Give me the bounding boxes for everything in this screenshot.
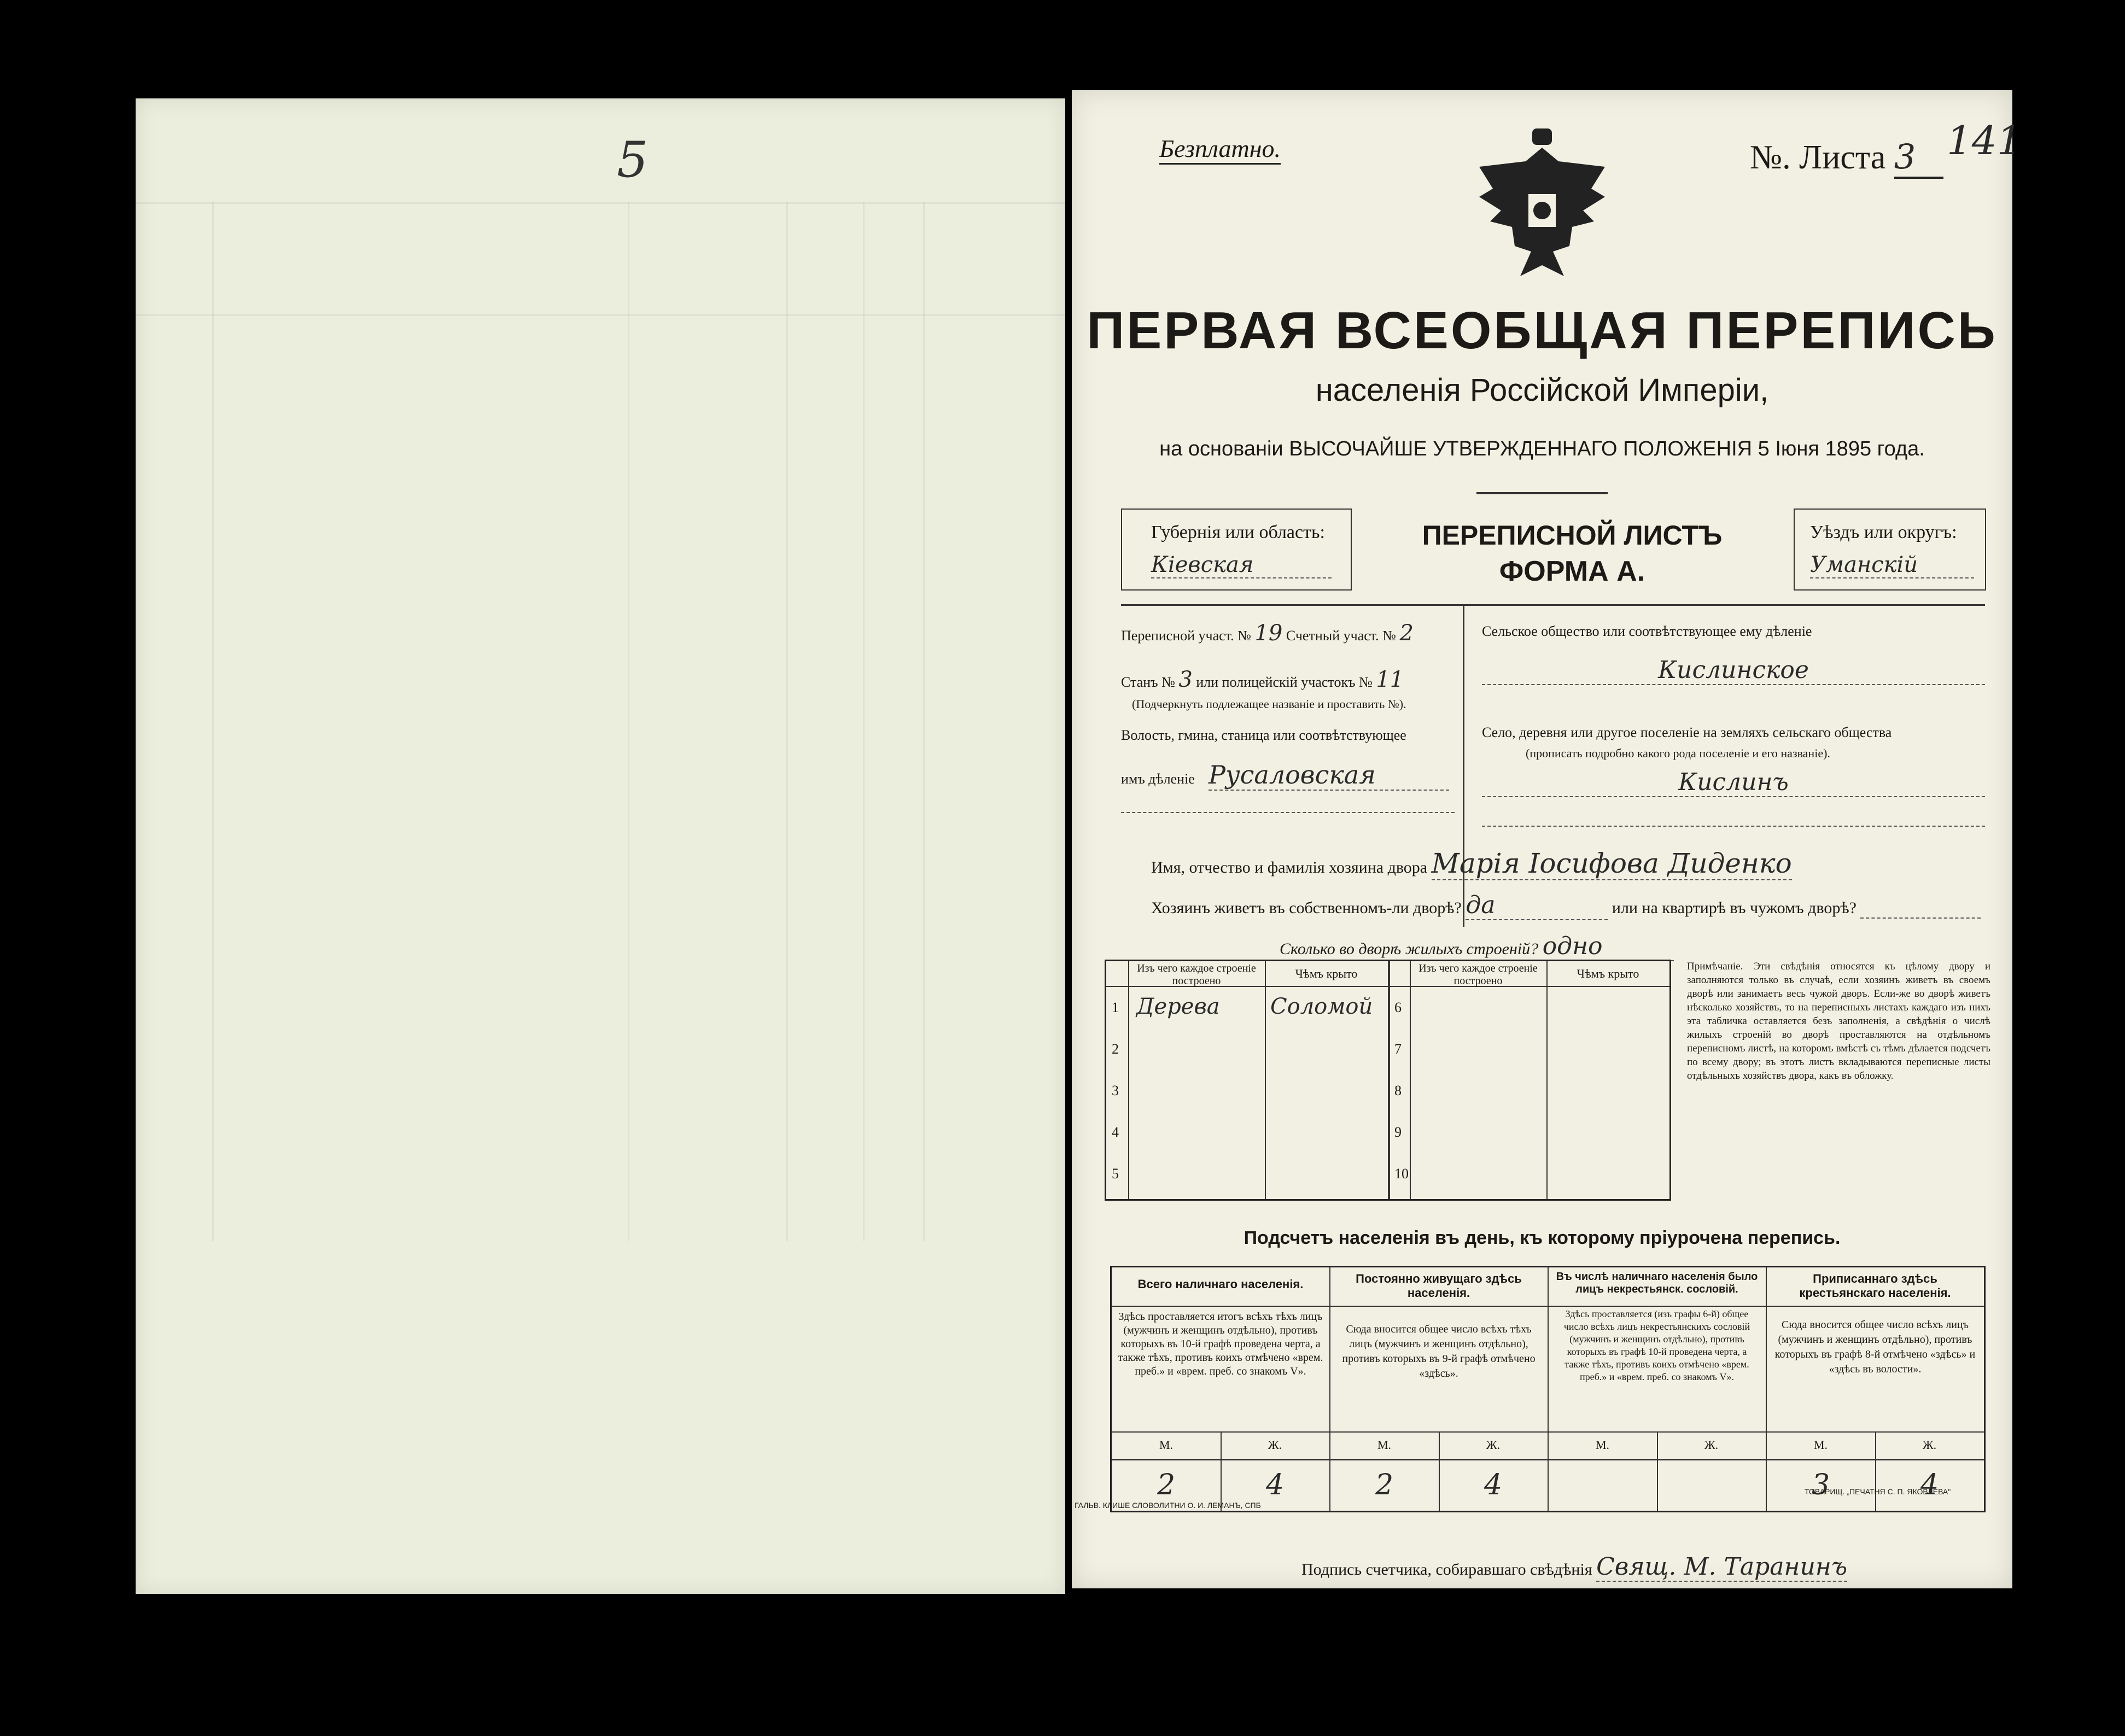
col-material-right: Изъ чего каждое строеніе построено — [1418, 962, 1538, 987]
column-head: Въ числѣ наличнаго населенія было лицъ некрестьянск. сословій. — [1556, 1271, 1758, 1295]
table-row — [1106, 1029, 1388, 1071]
form-subtitle: населенія Россійской Имперіи, — [1315, 372, 1769, 408]
table-row — [1106, 1112, 1388, 1154]
province-value: Кіевская — [1151, 552, 1332, 578]
column-desc: Здѣсь проставляется итогъ всѣхъ тѣхъ лицъ (мужчинъ и женщинъ отдѣльно), противъ которыхъ въ 10-й графѣ проведена черта, а также тѣхъ, противъ коихъ отмѣчено «врем. преб.» и «врем. преб. со знакомъ V». — [1118, 1311, 1323, 1377]
owner-residence-line — [1151, 891, 1981, 920]
ornament-divider — [1476, 492, 1608, 494]
form-header-row — [1121, 508, 1985, 591]
village-note: (прописать подробно какого рода поселеніе и его названіе). — [1526, 746, 1830, 760]
sheet-number — [1750, 137, 1943, 179]
form-title: ФОРМА А. — [1499, 556, 1645, 587]
table-row — [1390, 1154, 1669, 1195]
population-table — [1110, 1266, 1986, 1512]
female-label: Ж. — [1922, 1438, 1937, 1452]
buildings-table — [1105, 960, 1671, 1201]
census-district-label: Переписной участ. № — [1121, 628, 1251, 644]
imperial-eagle-emblem — [1471, 128, 1613, 293]
column-head: Приписаннаго здѣсь крестьянскаго населенія. — [1799, 1272, 1951, 1300]
population-column — [1766, 1267, 1984, 1511]
row-material: Дерева — [1136, 994, 1220, 1019]
census-district-value: 19 — [1254, 621, 1283, 646]
lives-own-label: Хозяинъ живетъ въ собственномъ-ли дворѣ? — [1151, 899, 1462, 917]
left-page-number: 5 — [617, 131, 649, 189]
volost-label-1: Волость, гмина, станица или соотвѣтствующее — [1121, 727, 1406, 743]
male-label: М. — [1377, 1438, 1392, 1452]
female-label: Ж. — [1704, 1438, 1719, 1452]
female-count: 4 — [1265, 1469, 1285, 1501]
column-head: Постоянно живущаго здѣсь населенія. — [1356, 1272, 1522, 1300]
signature-line — [1301, 1553, 1847, 1582]
buildings-line — [1280, 932, 1674, 961]
volost-label-2: имъ дѣленіе — [1121, 771, 1195, 787]
archive-number: 141 — [1947, 118, 2022, 163]
col-material-left: Изъ чего каждое строеніе построено — [1137, 962, 1256, 987]
free-label: Безплатно. — [1159, 134, 1281, 165]
district-label: Уѣздъ или округъ: — [1810, 522, 1957, 542]
stan-note: (Подчеркнуть подлежащее названіе и проставить №). — [1132, 697, 1406, 711]
footer-left: ГАЛЬВ. КЛИШЕ СЛОВОЛИТНИ О. И. ЛЕМАНЪ, СПБ — [1075, 1501, 1261, 1510]
village-label: Село, деревня или другое поселеніе на земляхъ сельскаго общества — [1482, 724, 1892, 740]
male-count: 2 — [1157, 1469, 1176, 1501]
row-number: 4 — [1112, 1124, 1119, 1140]
volost-value: Русаловская — [1209, 760, 1449, 791]
counting-district-value: 2 — [1399, 621, 1414, 646]
table-row — [1106, 987, 1388, 1029]
form-main-title: ПЕРВАЯ ВСЕОБЩАЯ ПЕРЕПИСЬ — [1087, 301, 1998, 360]
village-value: Кислинъ — [1482, 768, 1985, 797]
row-number: 9 — [1394, 1124, 1402, 1140]
male-count: 2 — [1375, 1469, 1394, 1501]
census-form-page — [1072, 90, 2022, 1588]
lives-own-value: да — [1466, 891, 1608, 920]
table-row — [1390, 1112, 1669, 1154]
counting-district-label: Счетный участ. № — [1286, 628, 1396, 644]
table-row — [1390, 987, 1669, 1029]
district-value: Уманскій — [1810, 552, 1974, 578]
column-desc: Сюда вносится общее число всѣхъ лицъ (мужчинъ и женщинъ отдѣльно), противъ которыхъ въ графѣ 8-й отмѣчено «здѣсь» и «здѣсь въ волости». — [1774, 1319, 1976, 1375]
owner-name-value: Марія Іосифова Диденко — [1431, 847, 1792, 879]
volost-extra-line — [1121, 812, 1455, 813]
footer-right: ТОВАРИЩ. „ПЕЧАТНЯ С. П. ЯКОВЛЕВА" — [1805, 1487, 1951, 1496]
lives-rent-label: или на квартирѣ въ чужомъ дворѣ? — [1612, 899, 1857, 917]
police-value: 11 — [1376, 667, 1404, 692]
row-number: 10 — [1394, 1166, 1409, 1182]
row-number: 2 — [1112, 1041, 1119, 1057]
table-row — [1106, 1154, 1388, 1195]
signature-value: Свящ. М. Таранинъ — [1596, 1553, 1848, 1581]
left-page — [136, 98, 1065, 1594]
column-desc: Сюда вносится общее число всѣхъ тѣхъ лицъ (мужчинъ и женщинъ отдѣльно), противъ которыхъ въ 9-й графѣ отмѣчено «здѣсь». — [1342, 1323, 1536, 1380]
province-label: Губернія или область: — [1151, 522, 1325, 542]
female-count: 4 — [1484, 1469, 1503, 1501]
row-number: 3 — [1112, 1083, 1119, 1098]
population-column — [1330, 1267, 1548, 1511]
population-column — [1112, 1267, 1329, 1511]
census-district-line — [1121, 621, 1455, 646]
col-roof-left: Чѣмъ крыто — [1295, 967, 1358, 980]
stan-line — [1121, 667, 1455, 692]
list-title: ПЕРЕПИСНОЙ ЛИСТЪ — [1422, 520, 1723, 551]
owner-name-label: Имя, отчество и фамилія хозяина двора — [1151, 858, 1428, 876]
row-number: 1 — [1112, 999, 1119, 1015]
buildings-label: Сколько во дворѣ жилыхъ строеній? — [1280, 940, 1539, 958]
table-row — [1106, 1071, 1388, 1112]
location-top-rule — [1121, 604, 1985, 606]
column-desc: Здѣсь проставляется (изъ графы 6-й) общее число всѣхъ лицъ некрестьянскихъ сословій (мужчинъ и женщинъ отдѣльно), противъ которыхъ въ графѣ 10-й проведена черта, а также тѣхъ, противъ коихъ отмѣчено «врем. преб.» и «врем. преб. со знакомъ V». — [1563, 1308, 1750, 1382]
sheet-number-label: №. Листа — [1750, 139, 1886, 176]
population-title: Подсчетъ населенія въ день, къ которому пріурочена перепись. — [1244, 1228, 1841, 1248]
society-label: Сельское общество или соотвѣтствующее ему дѣленіе — [1482, 623, 1812, 639]
row-number: 6 — [1394, 999, 1402, 1015]
owner-name-line — [1151, 847, 1792, 880]
society-value: Кислинское — [1482, 656, 1985, 685]
male-label: М. — [1595, 1438, 1610, 1452]
sheet-number-value: 3 — [1894, 137, 1943, 179]
row-roof: Соломой — [1270, 994, 1373, 1019]
female-count: 4 — [1920, 1469, 1939, 1501]
row-number: 5 — [1112, 1166, 1119, 1182]
female-label: Ж. — [1268, 1438, 1282, 1452]
stan-label: Станъ № — [1121, 674, 1175, 690]
village-extra-line — [1482, 826, 1985, 827]
male-label: М. — [1813, 1438, 1828, 1452]
male-label: М. — [1159, 1438, 1174, 1452]
row-number: 8 — [1394, 1083, 1402, 1098]
buildings-rows-left — [1106, 987, 1388, 1195]
stan-value: 3 — [1178, 667, 1193, 692]
row-number: 7 — [1394, 1041, 1402, 1057]
table-row — [1390, 1071, 1669, 1112]
male-count: 3 — [1811, 1469, 1830, 1501]
column-head: Всего наличнаго населенія. — [1137, 1277, 1304, 1291]
buildings-rows-right — [1390, 987, 1669, 1195]
col-roof-right: Чѣмъ крыто — [1577, 967, 1639, 980]
signature-label: Подпись счетчика, собиравшаго свѣдѣнія — [1301, 1560, 1592, 1579]
population-column — [1548, 1267, 1766, 1511]
table-row — [1390, 1029, 1669, 1071]
police-label: или полицейскій участокъ № — [1196, 674, 1373, 690]
female-label: Ж. — [1486, 1438, 1501, 1452]
form-basis: на основаніи ВЫСОЧАЙШЕ УТВЕРЖДЕННАГО ПОЛОЖЕНІЯ 5 Іюня 1895 года. — [1159, 437, 1925, 460]
buildings-value: одно — [1543, 932, 1674, 961]
buildings-note: Примѣчаніе. Эти свѣдѣнія относятся къ цѣлому двору и заполняются только въ случаѣ, если хозяинъ живетъ въ своемъ дворѣ или занимаетъ весь чужой дворъ. Если-же во дворѣ живетъ нѣсколько хозяйствъ, то на переписныхъ листахъ каждаго изъ нихъ эта табличка оставляется безъ заполненія, а свѣдѣнія о числѣ жилыхъ строеній во дворѣ проставляются на отдѣльномъ переписномъ листѣ, на которомъ вмѣстѣ съ тѣмъ дѣлается подсчетъ по всему двору; въ этотъ листъ вкладываются переписные листы отдѣльныхъ хозяйствъ двора, какъ въ обложку. — [1687, 961, 1990, 1082]
